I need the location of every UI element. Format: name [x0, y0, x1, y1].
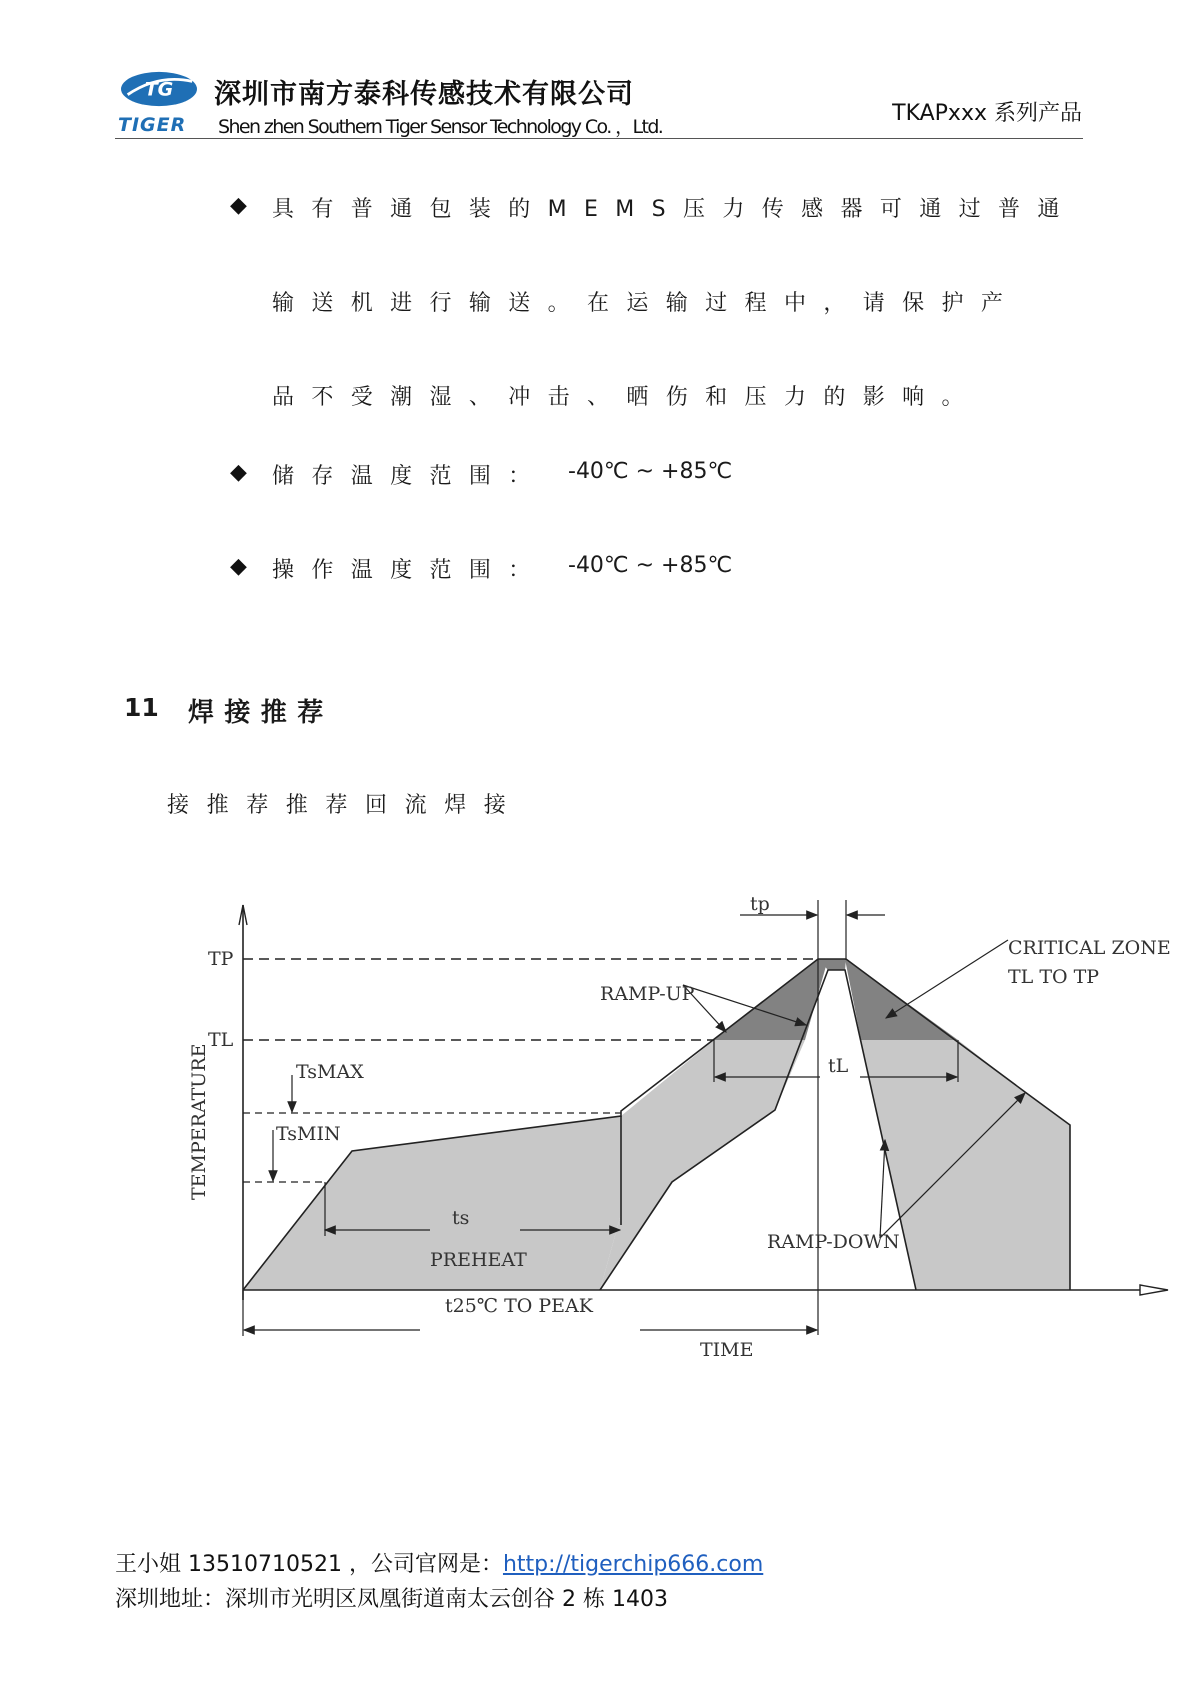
label-temperature-axis: TEMPERATURE	[188, 1043, 210, 1200]
bullet-diamond-icon: ◆	[230, 460, 247, 485]
label-critical-zone-sub: TL TO TP	[1008, 966, 1100, 988]
storage-temp-label: 储存温度范围：	[272, 464, 548, 489]
footer-address: 深圳地址：深圳市光明区凤凰街道南太云创谷 2 栋 1403	[115, 1587, 668, 1612]
website-link[interactable]: http://tigerchip666.com	[502, 1552, 764, 1577]
x-axis-arrow-icon	[1140, 1285, 1168, 1295]
company-name-cn: 深圳市南方泰科传感技术有限公司	[214, 79, 634, 110]
section-subtitle: 接推荐推荐回流焊接	[167, 793, 524, 818]
contact-text: 王小姐 13510710521 ，公司官网是：	[115, 1552, 503, 1577]
bullet-diamond-icon: ◆	[230, 554, 247, 579]
operating-temp-label: 操作温度范围：	[272, 558, 548, 583]
label-tsmin: TsMIN	[276, 1123, 341, 1145]
footer-contact	[115, 1547, 763, 1578]
ramp-down-pointer-1	[880, 1140, 885, 1238]
bullet-diamond-icon: ◆	[230, 193, 247, 218]
company-name-en: Shen zhen Southern Tiger Sensor Technology Co. ，Ltd.	[218, 116, 663, 138]
critical-zone-pointer	[886, 940, 1008, 1018]
label-t25-to-peak: t25℃ TO PEAK	[445, 1295, 593, 1317]
label-tl-span: tL	[828, 1055, 849, 1077]
label-critical-zone: CRITICAL ZONE	[1008, 937, 1171, 959]
paragraph-line: 输送机进行输送。在运输过程中，请保护产	[272, 291, 1021, 316]
label-tp-top: tp	[750, 893, 770, 915]
logo-mark-text: TG	[144, 78, 174, 101]
label-time-axis: TIME	[700, 1339, 754, 1361]
label-tl-axis: TL	[208, 1029, 234, 1051]
storage-temp-value: -40℃ ~ +85℃	[568, 459, 733, 484]
label-preheat: PREHEAT	[430, 1249, 527, 1271]
critical-zone-left	[714, 959, 828, 1040]
reflow-profile-diagram	[170, 890, 1180, 1370]
paragraph-line: 品不受潮湿、冲击、晒伤和压力的影响。	[272, 385, 981, 410]
operating-temp-value: -40℃ ~ +85℃	[568, 553, 733, 578]
label-ts: ts	[452, 1207, 470, 1229]
paragraph-line: 具有普通包装的MEMS压力传感器可通过普通	[272, 197, 1077, 222]
section-title: 焊接推荐	[188, 698, 334, 728]
label-tsmax: TsMAX	[296, 1061, 364, 1083]
label-ramp-up: RAMP-UP	[600, 983, 695, 1005]
logo-mark-icon	[118, 70, 200, 108]
product-series: TKAPxxx 系列产品	[892, 101, 1082, 126]
label-tp-axis: TP	[208, 948, 234, 970]
header-divider	[115, 138, 1083, 139]
company-logo	[118, 68, 202, 138]
section-number: 11	[124, 693, 159, 722]
label-ramp-down: RAMP-DOWN	[767, 1231, 900, 1253]
logo-wordmark: TIGER	[118, 114, 187, 136]
